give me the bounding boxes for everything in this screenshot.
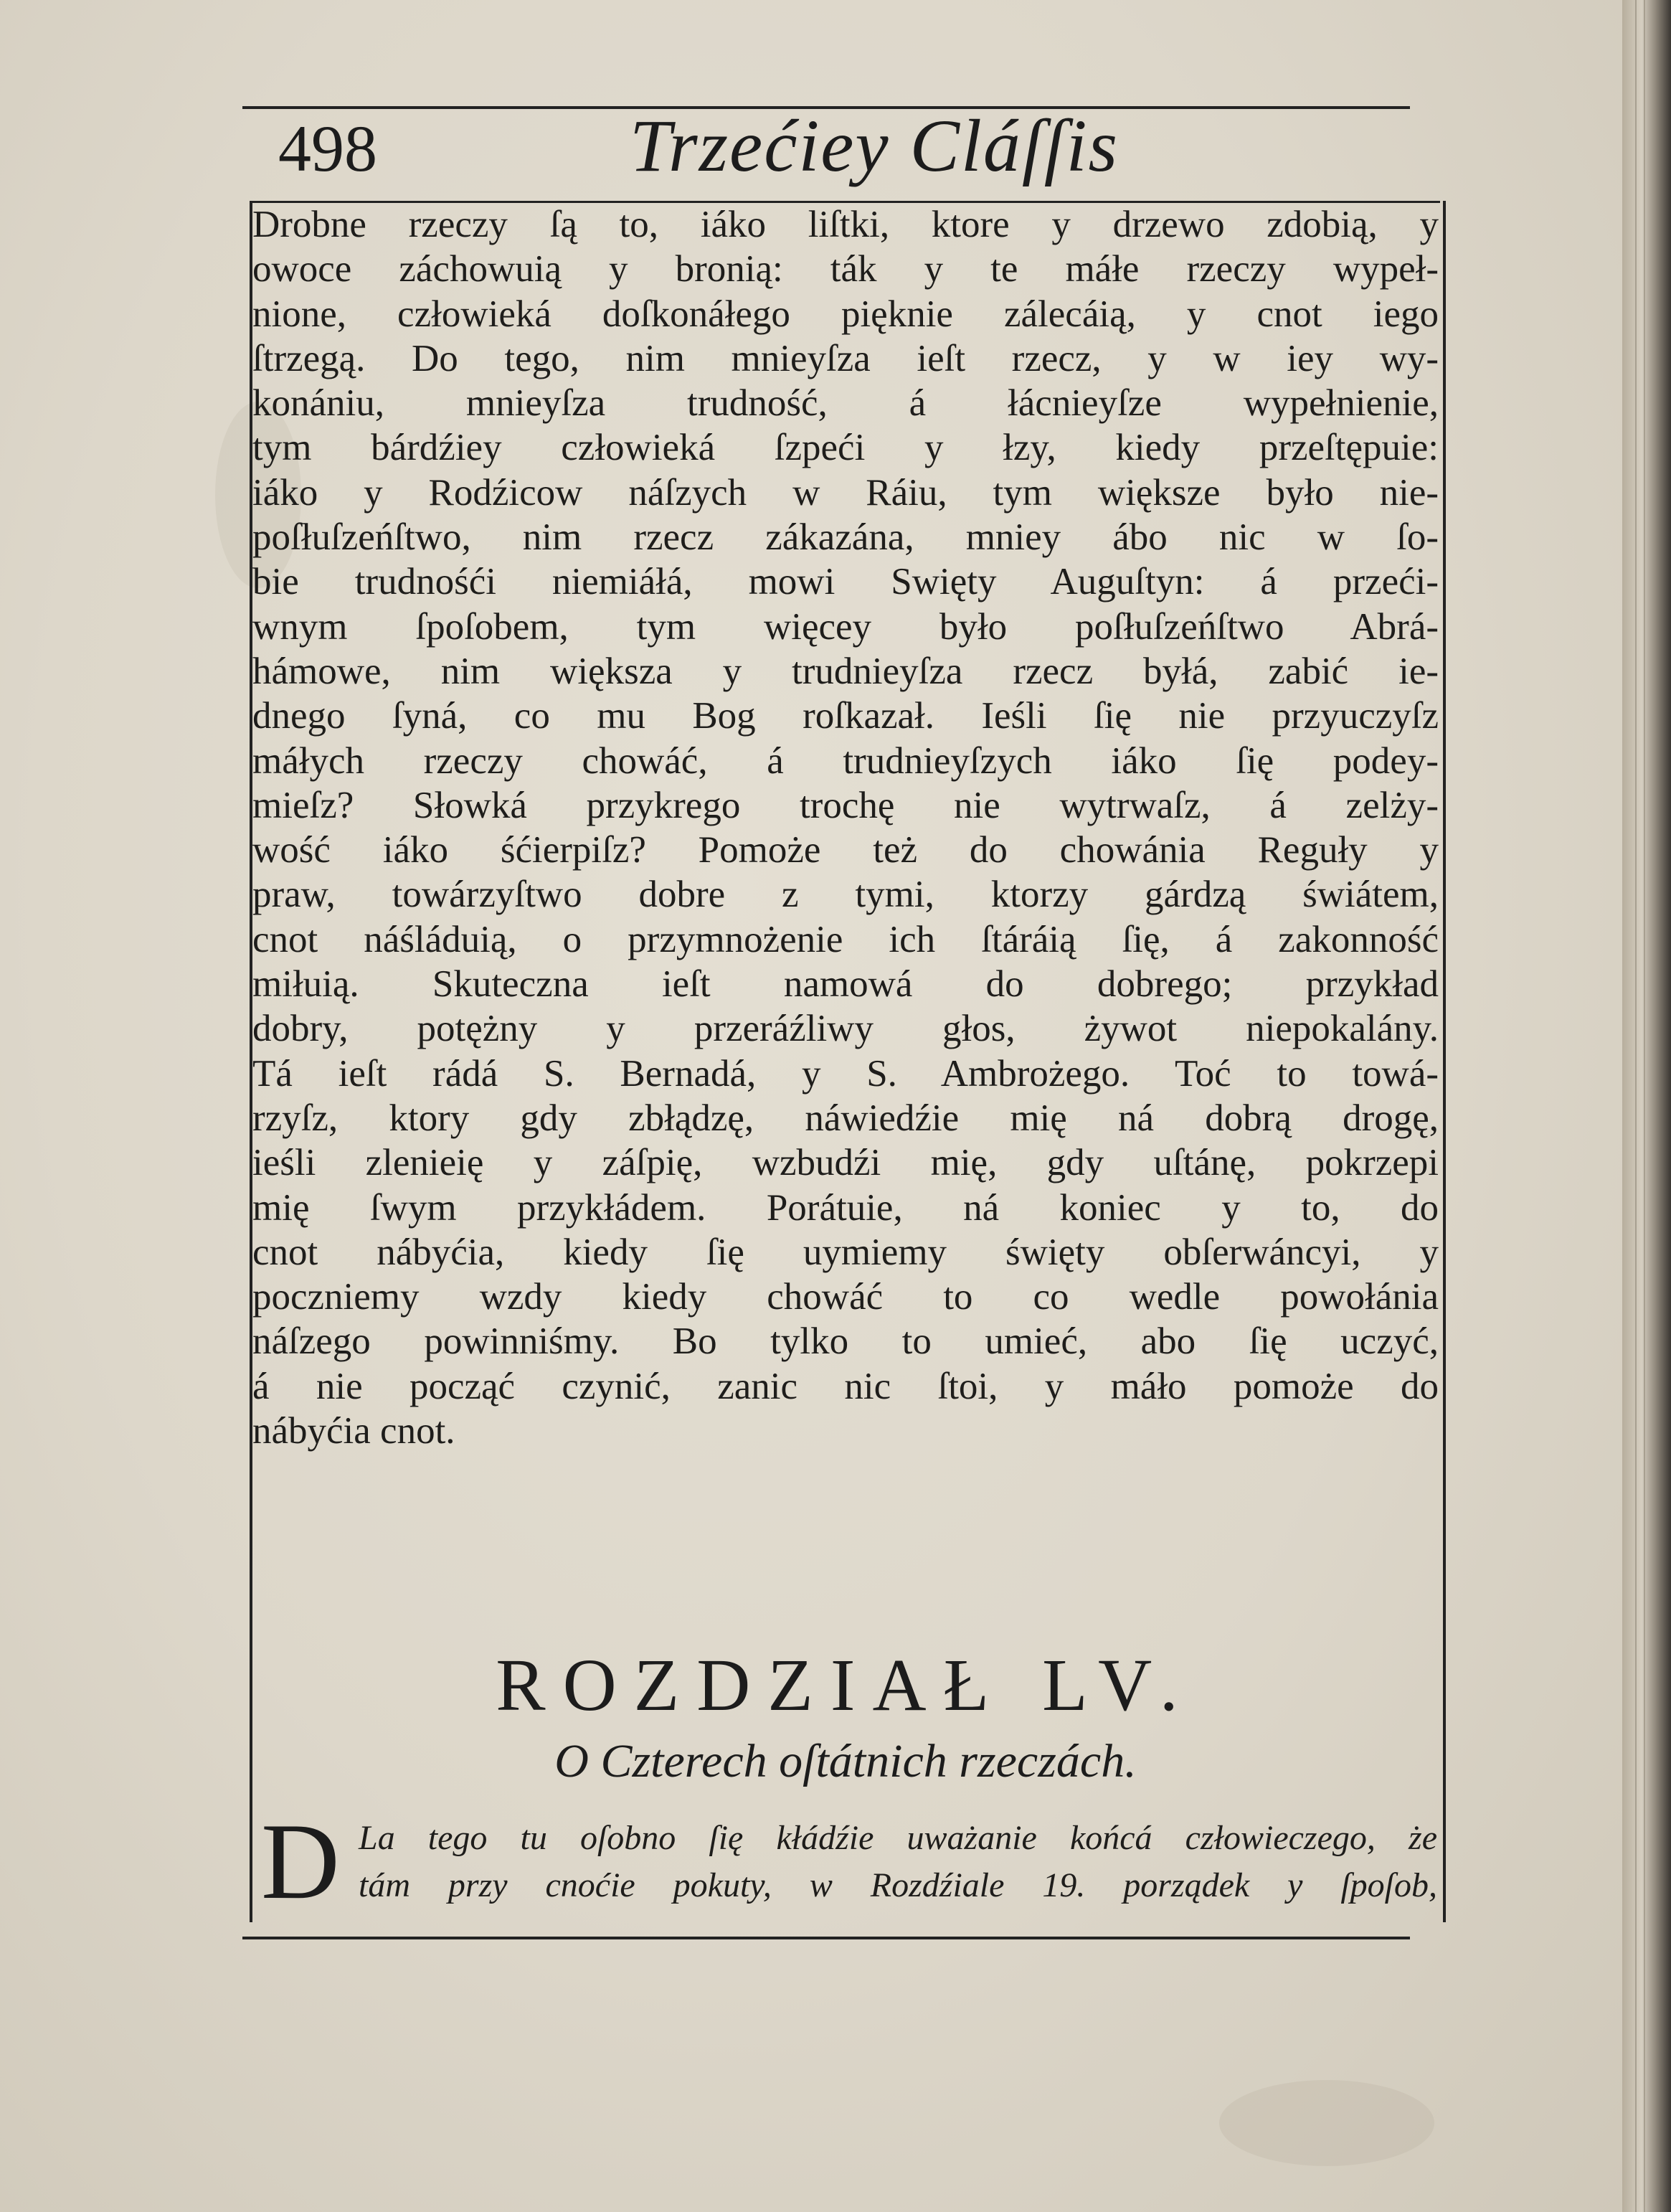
- text-line: cnot nábyćia, kiedy ſię uymiemy święty obſerwáncyi, y: [252, 1231, 1439, 1273]
- text-line: owoce záchowuią y bronią: ták y te máłe rzeczy wypeł-: [252, 248, 1439, 290]
- text-line: miłuią. Skuteczna ieſt namowá do dobrego; przykład: [252, 963, 1439, 1006]
- text-line: nione, człowieká doſkonáłego pięknie zálecáią, y cnot iego: [252, 293, 1439, 335]
- text-line: á nie począć czynić, zanic nic ſtoi, y máło pomoże do: [252, 1365, 1439, 1407]
- text-line: tym bárdźiey człowieká ſzpeći y łzy, kiedy przeſtępuie:: [252, 427, 1439, 469]
- text-line: praw, towárzyſtwo dobre z tymi, ktorzy gárdzą świátem,: [252, 874, 1439, 916]
- page-number: 498: [278, 112, 377, 185]
- text-line: wość iáko śćierpiſz? Pomoże też do chowánia Reguły y: [252, 829, 1439, 871]
- text-line: hámowe, nim większa y trudnieyſza rzecz byłá, zabić ie-: [252, 650, 1439, 692]
- main-text-block: [252, 202, 1439, 1453]
- text-line: dnego ſyná, co mu Bog roſkazał. Ieśli ſię nie przyuczyſz: [252, 695, 1439, 737]
- text-line: rzyſz, ktory gdy zbłądzę, náwiedźie mię ná dobrą drogę,: [252, 1097, 1439, 1139]
- text-line: wnym ſpoſobem, tym więcey było poſłuſzeńſtwo Abrá-: [252, 605, 1439, 648]
- text-line: ieśli zlenieię y záſpię, wzbudźi mię, gdy uſtánę, pokrzepi: [252, 1142, 1439, 1184]
- text-line: konániu, mnieyſza trudność, á łácnieyſze wypełnienie,: [252, 382, 1439, 425]
- text-line: máłych rzeczy chowáć, á trudnieyſzych iáko ſię podey-: [252, 739, 1439, 782]
- paper-stain: [1219, 2080, 1434, 2166]
- text-line: poſłuſzeńſtwo, nim rzecz zákazána, mniey ábo nic w ſo-: [252, 516, 1439, 559]
- text-line: Drobne rzeczy ſą to, iáko liſtki, ktore y drzewo zdobią, y: [252, 204, 1439, 245]
- chapter-text-line: La tego tu oſobno ſię kłádźie uważanie końcá człowieczego, że: [359, 1819, 1437, 1857]
- text-line: ſtrzegą. Do tego, nim mnieyſza ieſt rzecz, y w iey wy-: [252, 337, 1439, 379]
- text-line: náſzego powinniśmy. Bo tylko to umieć, abo ſię uczyć,: [252, 1320, 1439, 1363]
- text-line: poczniemy wzdy kiedy chowáć to co wedle powołánia: [252, 1276, 1439, 1318]
- text-line: cnot náśláduią, o przymnożenie ich ſtáráią ſię, á zakonność: [252, 918, 1439, 960]
- text-line: iáko y Rodźicow náſzych w Ráiu, tym większe było nie-: [252, 471, 1439, 514]
- text-line: Tá ieſt rádá S. Bernadá, y S. Ambrożego. Toć to towá-: [252, 1052, 1439, 1095]
- text-line: mię ſwym przykłádem. Porátuie, ná koniec y to, do: [252, 1186, 1439, 1229]
- text-line: nábyćia cnot.: [252, 1410, 455, 1452]
- chapter-text-line: tám przy cnoćie pokuty, w Rozdźiale 19. porządek y ſpoſob,: [359, 1866, 1437, 1904]
- text-line: mieſz? Słowká przykrego trochę nie wytrwaſz, á zelży-: [252, 784, 1439, 826]
- chapter-subtitle: O Czterech oſtátnich rzeczách.: [554, 1735, 1137, 1787]
- adjacent-page-edge: [1622, 0, 1671, 2212]
- chapter-heading: ROZDZIAŁ LV.: [496, 1644, 1196, 1726]
- running-head: [250, 105, 1440, 203]
- text-line: dobry, potężny y przeráźliwy głos, żywot niepokalány.: [252, 1008, 1439, 1050]
- text-line: bie trudnośći niemiáłá, mowi Swięty Auguſtyn: á przeći-: [252, 561, 1439, 603]
- drop-cap: D: [261, 1801, 340, 1922]
- chapter-opening-text: [359, 1815, 1437, 1909]
- running-title: Trzećiey Cláſſis: [630, 105, 1119, 187]
